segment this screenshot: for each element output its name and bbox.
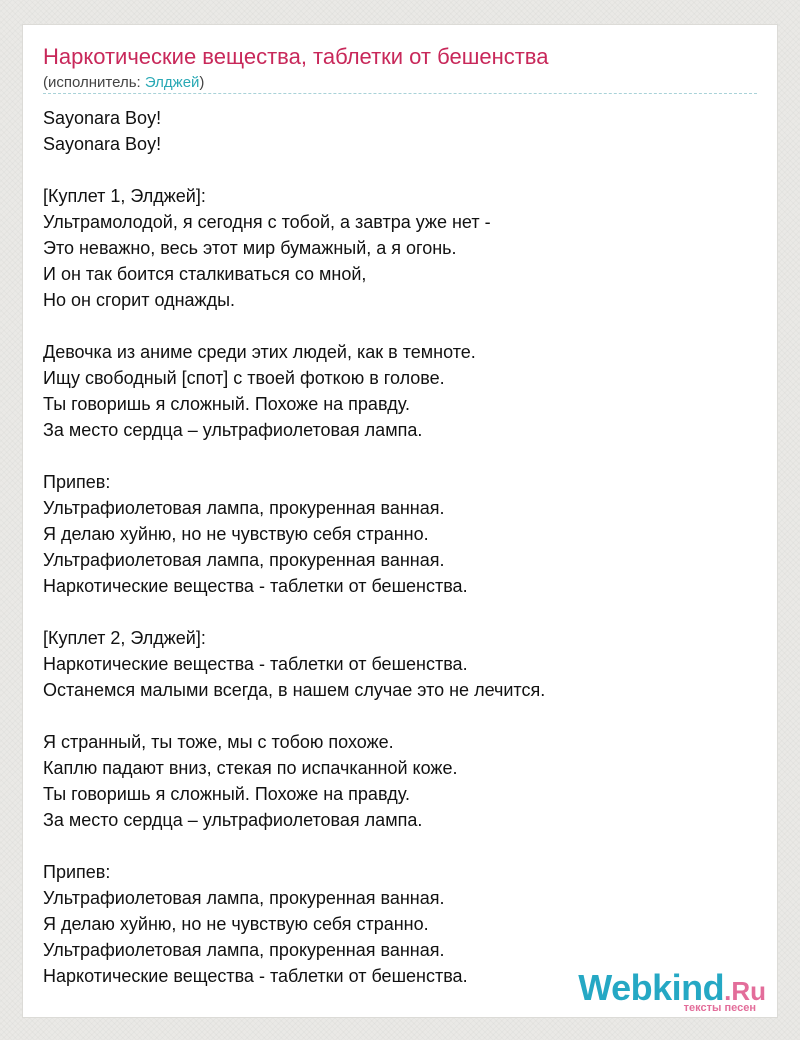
lyrics-card [22,24,778,1018]
lyric-line: Ультрафиолетовая лампа, прокуренная ванная. [43,940,445,960]
artist-line [43,73,204,93]
lyric-line: Sayonara Boy! [43,134,162,154]
lyric-line [43,703,743,729]
lyrics-body [43,105,743,989]
lyric-line: Останемся малыми всегда, в нашем случае это не лечится. [43,680,546,700]
lyric-line: Наркотические вещества - таблетки от бешенства. [43,654,468,674]
lyric-line: Но он сгорит однажды. [43,290,236,310]
lyric-line [43,157,743,183]
site-watermark [578,967,766,1014]
lyric-line: Я странный, ты тоже, мы с тобою похоже. [43,732,394,752]
song-title: Наркотические вещества, таблетки от бешенства [43,44,549,69]
lyric-line [43,313,743,339]
artist-prefix: (исполнитель: [43,74,145,91]
lyric-line: Sayonara Boy! [43,108,162,128]
lyric-line [43,833,743,859]
artist-link[interactable]: Элджей [144,74,200,91]
lyric-line: Ультрафиолетовая лампа, прокуренная ванная. [43,498,445,518]
watermark-logo: Webkind [578,967,725,1008]
lyric-line: Ультрамолодой, я сегодня с тобой, а завтра уже нет - [43,212,491,232]
lyric-line: Девочка из аниме среди этих людей, как в темноте. [43,342,476,362]
lyric-line: Ультрафиолетовая лампа, прокуренная ванная. [43,550,445,570]
lyric-line [43,443,743,469]
lyric-line: [Куплет 1, Элджей]: [43,186,206,206]
lyric-line: Ты говоришь я сложный. Похоже на правду. [43,394,411,414]
lyric-line: Я делаю хуйню, но не чувствую себя странно. [43,524,429,544]
lyric-line: Я делаю хуйню, но не чувствую себя странно. [43,914,429,934]
lyric-line: Ищу свободный [спот] с твоей фоткою в голове. [43,368,445,388]
lyric-line: За место сердца – ультрафиолетовая лампа. [43,420,423,440]
lyric-line: Ультрафиолетовая лампа, прокуренная ванная. [43,888,445,908]
artist-suffix: ) [199,74,205,91]
lyric-line: Наркотические вещества - таблетки от бешенства. [43,576,468,596]
lyric-line: Наркотические вещества - таблетки от бешенства. [43,966,468,986]
title-separator [43,93,757,94]
lyric-line: Каплю падают вниз, стекая по испачканной коже. [43,758,458,778]
lyric-line: Это неважно, весь этот мир бумажный, а я огонь. [43,238,457,258]
lyric-line: И он так боится сталкиваться со мной, [43,264,367,284]
lyric-line: Ты говоришь я сложный. Похоже на правду. [43,784,411,804]
lyric-line: [Куплет 2, Элджей]: [43,628,206,648]
watermark-domain-suffix: .Ru [724,976,766,1006]
lyric-line [43,599,743,625]
lyric-line: Припев: [43,472,111,492]
lyric-line: Припев: [43,862,111,882]
watermark-tagline: тексты песен [683,1002,756,1014]
lyric-line: За место сердца – ультрафиолетовая лампа. [43,810,423,830]
